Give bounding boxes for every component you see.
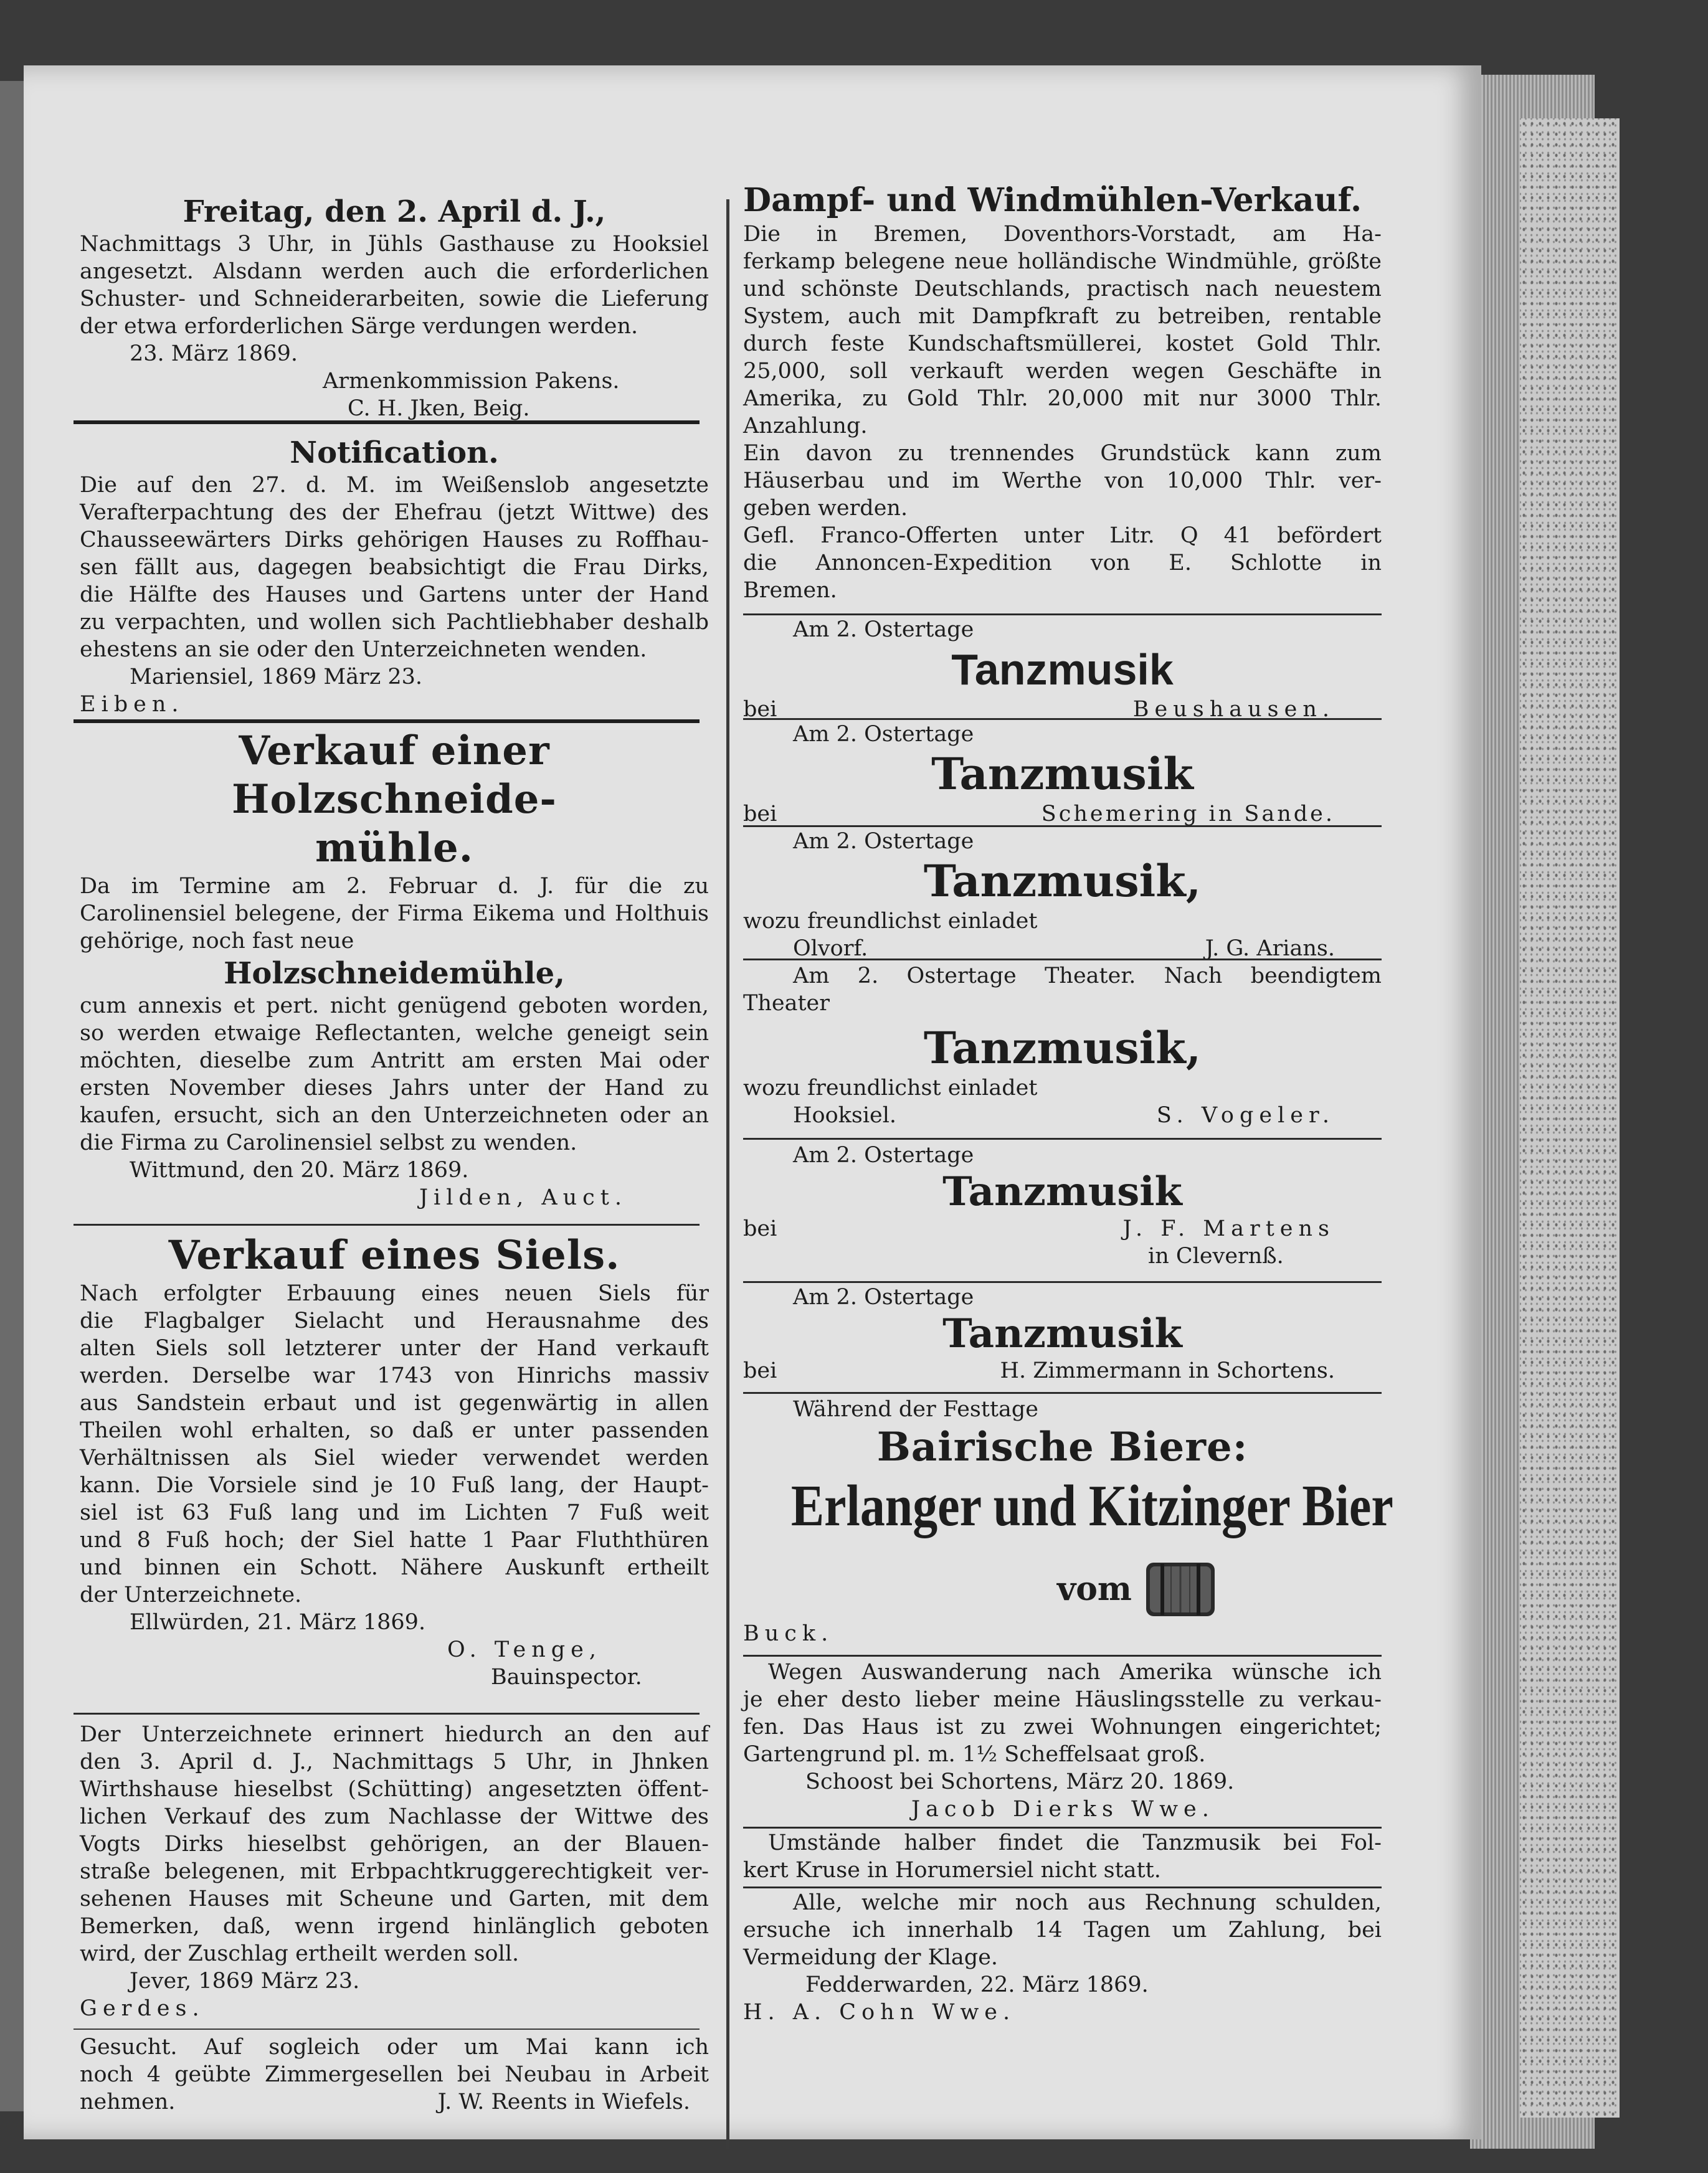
dance-notice <box>743 962 1382 1129</box>
signer-line: H. Zimmermann in Schortens. <box>1000 1358 1335 1383</box>
date-line: Wittmund, den 20. März 1869. <box>130 1158 469 1183</box>
divider <box>743 959 1382 960</box>
date-line: Am 2. Ostertage <box>793 722 974 747</box>
text-line: geben werden. <box>743 496 908 521</box>
text-line: der Unterzeichnete. <box>80 1583 302 1607</box>
mill-sale-notice <box>80 727 709 1211</box>
text-line: nehmen. <box>80 2090 176 2114</box>
text-line: und binnen ein Schott. Nähere Auskunft ertheilt <box>80 1555 709 1580</box>
signature-row <box>743 1357 1382 1385</box>
newspaper-page <box>24 65 1481 2139</box>
text-line: noch 4 geübte Zimmergesellen bei Neubau in Arbeit <box>80 2062 709 2087</box>
dance-notice <box>743 721 1382 828</box>
emigration-notice <box>743 1659 1382 1823</box>
text-line: Schuster- und Schneiderarbeiten, sowie die Lieferung <box>80 286 709 311</box>
divider <box>743 825 1382 827</box>
text-line: Die in Bremen, Doventhors-Vorstadt, am Ha- <box>743 222 1382 247</box>
text-line: gehörige, noch fast neue <box>80 929 354 954</box>
dance-heading: Tanzmusik <box>942 1168 1182 1215</box>
dance-heading: Tanzmusik <box>931 748 1193 800</box>
signer-line: J. F. Martens <box>1122 1216 1335 1241</box>
text-line: die Hälfte des Hauses und Gartens unter der Hand <box>80 582 709 607</box>
text-line: cum annexis et pert. nicht genügend geboten worden, <box>80 993 709 1018</box>
text-line: die Annoncen-Expedition von E. Schlotte in <box>743 551 1382 575</box>
date-line: Fedderwarden, 22. März 1869. <box>805 1972 1149 1997</box>
signer-line: Armenkommission Pakens. <box>323 369 620 394</box>
text-line: Gartengrund pl. m. 1½ Scheffelsaat groß. <box>743 1742 1206 1767</box>
text-line: Bremen. <box>743 578 837 603</box>
text-line: Theater <box>743 991 830 1016</box>
date-line: Am 2. Ostertage <box>793 1143 974 1168</box>
dance-heading: Tanzmusik, <box>923 1022 1202 1074</box>
text-line: lichen Verkauf des zum Nachlasse der Wittwe des <box>80 1804 709 1829</box>
text-line: Umstände halber findet die Tanzmusik bei Fol- <box>768 1830 1382 1855</box>
text-line: Der Unterzeichnete erinnert hiedurch an den auf <box>80 1722 709 1747</box>
cancellation-notice <box>743 1829 1382 1884</box>
text-line: aus Sandstein erbaut und ist gegenwärtig in allen <box>80 1391 709 1416</box>
dance-heading: Tanzmusik <box>942 1310 1182 1357</box>
text-line: bei <box>743 1216 777 1241</box>
signature-row <box>743 1102 1382 1129</box>
beer-barrel-icon <box>1144 1559 1217 1620</box>
vom-text: vom <box>1056 1569 1132 1608</box>
text-line: bei <box>743 697 777 722</box>
text-line: kaufen, ersucht, sich an den Unterzeichneten oder an <box>80 1103 709 1128</box>
signature-row <box>80 2088 709 2116</box>
beer-notice <box>743 1396 1393 1647</box>
divider <box>74 1224 700 1226</box>
date-line: Am 2. Ostertage <box>793 829 974 854</box>
text-line: und 8 Fuß hoch; der Siel hatte 1 Paar Fluththüren <box>80 1528 709 1553</box>
text-line: ehestens an sie oder den Unterzeichneten wenden. <box>80 637 647 662</box>
beer-heading: Bairische Biere: <box>876 1424 1248 1470</box>
text-line: kert Kruse in Horumersiel nicht statt. <box>743 1858 1161 1883</box>
dance-notice <box>743 828 1382 962</box>
signature-row <box>743 800 1382 828</box>
text-line: Gefl. Franco-Offerten unter Litr. Q 41 befördert <box>743 523 1382 548</box>
dance-notice <box>743 1142 1382 1270</box>
text-line: Gesucht. Auf sogleich oder um Mai kann ich <box>80 2035 709 2060</box>
divider <box>743 1281 1382 1283</box>
text-line: kann. Die Vorsiele sind je 10 Fuß lang, der Haupt- <box>80 1473 709 1498</box>
text-line: Verhältnissen als Siel wieder verwendet werden <box>80 1446 709 1470</box>
divider <box>743 1887 1382 1888</box>
mill-subheading: Holzschneidemühle, <box>224 956 565 991</box>
divider <box>743 1827 1382 1829</box>
divider <box>74 2029 700 2030</box>
divider <box>74 420 700 424</box>
text-line: 25,000, soll verkauft werden wegen Geschäfte in <box>743 359 1382 384</box>
date-line: Schoost bei Schortens, März 20. 1869. <box>805 1769 1235 1794</box>
date-line: Mariensiel, 1869 März 23. <box>130 665 423 689</box>
text-line: Olvorf. <box>793 936 868 961</box>
beer-banner: Erlanger und Kitzinger Bier <box>790 1474 1393 1538</box>
text-line: zu verpachten, und wollen sich Pachtliebhaber deshalb <box>80 610 709 635</box>
text-line: ersten November dieses Jahrs unter der Hand zu <box>80 1076 709 1101</box>
signer-line: Gerdes. <box>80 1996 205 2021</box>
text-line: ferkamp belegene neue holländische Windmühle, größte <box>743 249 1382 274</box>
signer-line: O. Tenge, <box>447 1637 602 1662</box>
signer-line: in Clevernß. <box>1148 1244 1284 1269</box>
signer-line: S. Vogeler. <box>1156 1103 1335 1128</box>
divider <box>743 1138 1382 1140</box>
windmill-sale-notice <box>743 181 1382 604</box>
text-line: die Firma zu Carolinensiel selbst zu wenden. <box>80 1130 577 1155</box>
text-line: System, auch mit Dampfkraft zu betreiben, rentable <box>743 304 1382 329</box>
dance-heading: Tanzmusik <box>951 645 1174 694</box>
text-line: bei <box>743 1358 777 1383</box>
text-line: Chausseewärters Dirks gehörigen Hauses zu Roffhau- <box>80 528 709 552</box>
debts-notice <box>743 1889 1382 2026</box>
text-line: möchten, dieselbe zum Antritt am ersten Mai oder <box>80 1048 709 1073</box>
text-line: Die auf den 27. d. M. im Weißenslob angesetzte <box>80 473 709 498</box>
dance-heading: Tanzmusik, <box>923 855 1202 907</box>
signer-line: J. W. Reents in Wiefels. <box>437 2090 690 2114</box>
text-line: durch feste Kundschaftsmüllerei, kostet Gold Thlr. <box>743 331 1382 356</box>
signer-line: Eiben. <box>80 692 184 717</box>
signer-line: Bauinspector. <box>491 1665 642 1690</box>
text-line: straße belegenen, mit Erbpachtkruggerechtigkeit ver- <box>80 1859 709 1884</box>
signer-line: H. A. Cohn Wwe. <box>743 2000 1016 2025</box>
signer-line: J. G. Arians. <box>1205 936 1335 961</box>
text-line: Ein davon zu trennendes Grundstück kann zum <box>743 441 1382 466</box>
date-line: Jever, 1869 März 23. <box>130 1969 360 1994</box>
column-divider <box>726 199 729 2149</box>
text-line: Anzahlung. <box>743 414 868 438</box>
siel-heading: Verkauf eines Siels. <box>168 1232 620 1279</box>
text-line: Theilen wohl erhalten, so daß er unter passenden <box>80 1418 709 1443</box>
divider <box>743 718 1382 720</box>
divider <box>743 613 1382 615</box>
text-line: Carolinensiel belegene, der Firma Eikema und Holthuis <box>80 901 709 926</box>
book-edge-left <box>0 81 25 2111</box>
text-line: sehenen Hauses mit Scheune und Garten, mit dem <box>80 1887 709 1911</box>
text-line: Wirthshause hieselbst (Schütting) angesetzten öffent- <box>80 1777 709 1802</box>
text-line: Wegen Auswanderung nach Amerika wünsche ich <box>768 1660 1382 1685</box>
text-line: Nachmittags 3 Uhr, in Jühls Gasthause zu Hooksiel <box>80 232 709 257</box>
divider <box>74 719 700 723</box>
dance-notice <box>743 1284 1382 1385</box>
book-edge-speckle <box>1520 118 1620 2118</box>
windmill-heading: Dampf- und Windmühlen-Verkauf. <box>743 181 1362 219</box>
text-line: Am 2. Ostertage Theater. Nach beendigtem <box>793 963 1382 988</box>
date-line: Ellwürden, 21. März 1869. <box>130 1610 426 1635</box>
text-line: Da im Termine am 2. Februar d. J. für die zu <box>80 874 709 899</box>
text-line: werden. Derselbe war 1743 von Hinrichs massiv <box>80 1363 709 1388</box>
text-line: wozu freundlichst einladet <box>743 909 1038 934</box>
notification-heading: Notification. <box>290 435 499 470</box>
text-line: bei <box>743 802 777 826</box>
house-sale-notice <box>80 1721 709 2022</box>
text-line: ersuche ich innerhalb 14 Tagen um Zahlung, bei <box>743 1918 1382 1943</box>
siel-sale-notice <box>80 1231 709 1691</box>
text-line: Häuserbau und im Werthe von 10,000 Thlr. ver- <box>743 468 1382 493</box>
text-line: Verafterpachtung des der Ehefrau (jetzt Wittwe) des <box>80 500 709 525</box>
text-line: Vermeidung der Klage. <box>743 1945 999 1970</box>
signer-line: Schemering in Sande. <box>1041 802 1335 826</box>
text-line: alten Siels soll letzterer unter der Hand verkauft <box>80 1336 709 1361</box>
signer-line: C. H. Jken, Beig. <box>348 396 530 421</box>
dance-notice <box>743 616 1382 723</box>
text-line: wozu freundlichst einladet <box>743 1076 1038 1101</box>
wanted-notice <box>80 2033 709 2116</box>
text-line: angesetzt. Alsdann werden auch die erforderlichen <box>80 259 709 284</box>
text-line: Nach erfolgter Erbauung eines neuen Siels für <box>80 1281 709 1306</box>
text-line: und schönste Deutschlands, practisch nach neuestem <box>743 277 1382 301</box>
signer-line: Buck. <box>743 1621 834 1646</box>
notification-notice <box>80 434 709 718</box>
signature-row <box>743 1215 1382 1243</box>
date-line: Am 2. Ostertage <box>793 1285 974 1310</box>
text-line: sen fällt aus, dagegen beabsichtigt die Frau Dirks, <box>80 555 709 580</box>
auction-notice <box>80 193 709 422</box>
auction-heading: Freitag, den 2. April d. J., <box>183 194 606 229</box>
text-line: siel ist 63 Fuß lang und im Lichten 7 Fuß weit <box>80 1500 709 1525</box>
divider <box>743 1655 1382 1657</box>
mill-heading: mühle. <box>315 825 474 871</box>
text-line: je eher desto lieber meine Häuslingsstelle zu verkau- <box>743 1687 1382 1712</box>
text-line: Hooksiel. <box>793 1103 897 1128</box>
divider <box>74 1713 700 1715</box>
text-line: den 3. April d. J., Nachmittags 5 Uhr, in Jhnken <box>80 1749 709 1774</box>
text-line: so werden etwaige Reflectanten, welche geneigt sein <box>80 1021 709 1046</box>
signer-line: Jilden, Auct. <box>419 1185 627 1210</box>
text-line: die Flagbalger Sielacht und Herausnahme des <box>80 1309 709 1333</box>
mill-heading: Verkauf einer Holzschneide- <box>232 727 557 823</box>
signer-line: Jacob Dierks Wwe. <box>911 1797 1215 1822</box>
text-line: Alle, welche mir noch aus Rechnung schulden, <box>793 1890 1382 1915</box>
date-line: 23. März 1869. <box>130 341 298 366</box>
text-line: Amerika, zu Gold Thlr. 20,000 mit nur 3000 Thlr. <box>743 386 1382 411</box>
divider <box>743 1392 1382 1394</box>
text-line: Vogts Dirks hieselbst gehörigen, an der Blauen- <box>80 1832 709 1857</box>
signer-line: Beushausen. <box>1132 697 1335 722</box>
text-line: wird, der Zuschlag ertheilt werden soll. <box>80 1941 520 1966</box>
text-line: Während der Festtage <box>793 1397 1038 1422</box>
text-line: der etwa erforderlichen Särge verdungen werden. <box>80 314 638 339</box>
text-line: Bemerken, daß, wenn irgend hinlänglich geboten <box>80 1914 709 1939</box>
vom-row <box>743 1558 1382 1620</box>
text-line: fen. Das Haus ist zu zwei Wohnungen eingerichtet; <box>743 1715 1382 1740</box>
date-line: Am 2. Ostertage <box>793 617 974 642</box>
